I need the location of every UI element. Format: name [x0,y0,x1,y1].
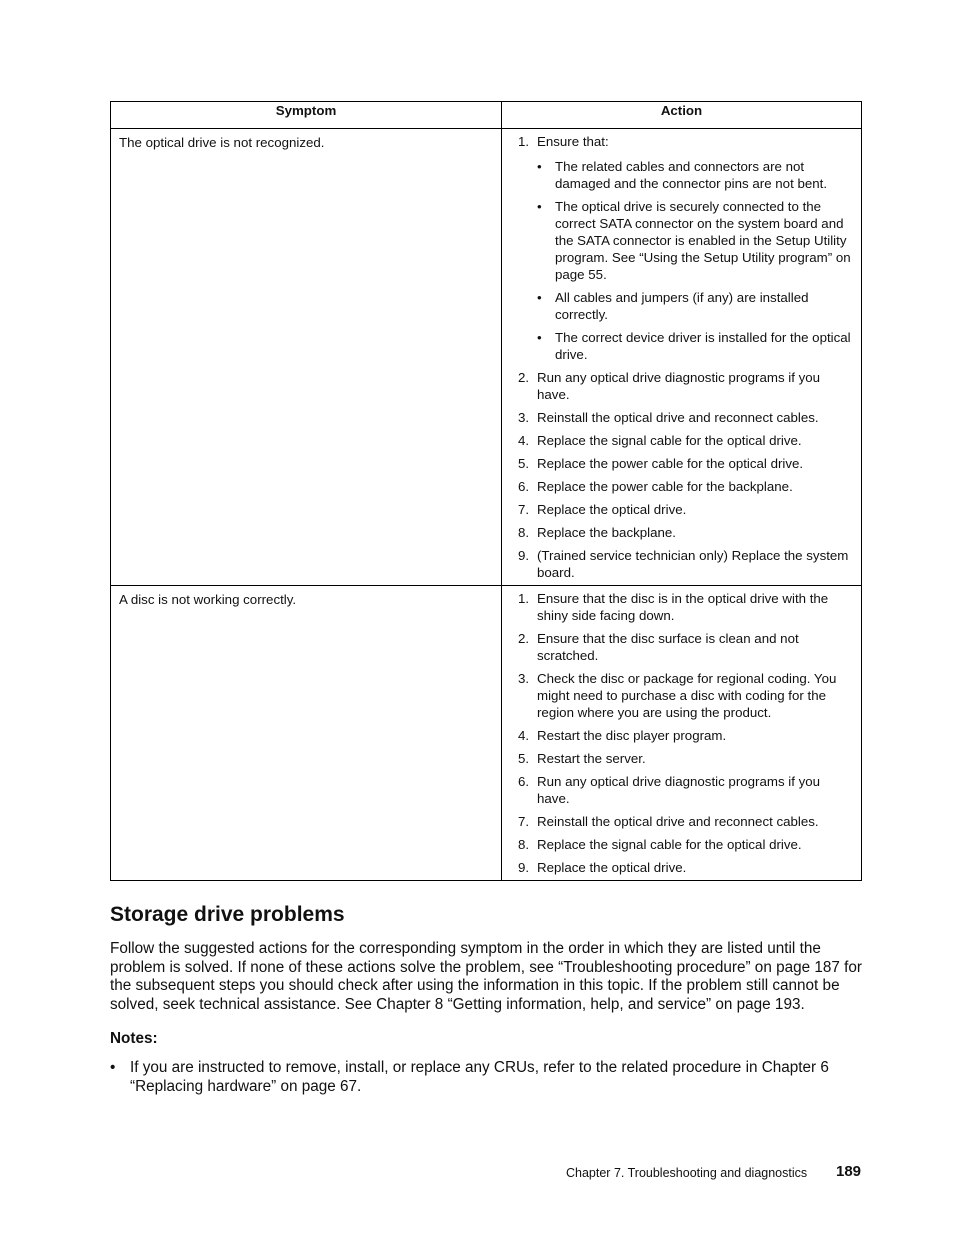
action-step [518,455,853,472]
bullet-icon: • [537,290,542,305]
step-text: Check the disc or package for regional coding. You might need to purchase a disc with coding for the region where you are using the product. [537,671,837,720]
action-step [518,133,853,363]
step-text: Replace the power cable for the optical drive. [537,456,804,471]
action-step [518,670,853,721]
step-text: Ensure that: [537,134,609,149]
step-number: 1. [518,591,530,606]
step-number: 4. [518,728,530,743]
sub-step [537,289,853,323]
step-text: Replace the backplane. [537,525,676,540]
step-number: 3. [518,671,530,686]
step-number: 4. [518,433,530,448]
step-text: Replace the power cable for the backplane. [537,479,793,494]
sub-step-text: The optical drive is securely connected to the correct SATA connector on the system board and the SATA connector is enabled in the Setup Utility program. See “Using the Setup Utility program” on page 55. [555,199,851,282]
action-step [518,409,853,426]
step-number: 6. [518,774,530,789]
step-number: 5. [518,751,530,766]
step-number: 5. [518,456,530,471]
step-text: Replace the signal cable for the optical drive. [537,837,802,852]
sub-step [537,329,853,363]
step-number: 3. [518,410,530,425]
note-item [110,1058,850,1096]
action-step [518,813,853,830]
step-text: Ensure that the disc is in the optical drive with the shiny side facing down. [537,591,829,623]
footer-chapter-title: Chapter 7. Troubleshooting and diagnostics [566,1166,808,1180]
bullet-icon: • [537,199,542,214]
step-text: Run any optical drive diagnostic programs if you have. [537,370,821,402]
table-row [111,586,862,881]
bullet-icon: • [110,1059,116,1076]
symptom-cell: A disc is not working correctly. [111,586,502,881]
step-text: Reinstall the optical drive and reconnect cables. [537,814,819,829]
table-row [111,129,862,586]
sub-step-text: All cables and jumpers (if any) are installed correctly. [555,290,809,322]
action-step [518,859,853,876]
step-text: Replace the signal cable for the optical drive. [537,433,802,448]
action-step [518,773,853,807]
step-text: Ensure that the disc surface is clean and not scratched. [537,631,799,663]
sub-step [537,198,853,283]
sub-steps-list [537,158,853,363]
action-steps-list [518,133,853,581]
step-text: Restart the disc player program. [537,728,727,743]
symptom-column-header: Symptom [111,102,502,129]
action-cell [502,129,862,586]
action-step [518,727,853,744]
action-step [518,590,853,624]
step-text: Reinstall the optical drive and reconnect cables. [537,410,819,425]
step-number: 1. [518,134,530,149]
sub-step-text: The correct device driver is installed for the optical drive. [555,330,851,362]
bullet-icon: • [537,330,542,345]
step-text: Run any optical drive diagnostic programs if you have. [537,774,821,806]
action-step [518,547,853,581]
section-intro-paragraph: Follow the suggested actions for the corresponding symptom in the order in which they are listed until the problem is solved. If none of these actions solve the problem, see “Troubleshooting procedure” on page 187 for the subsequent steps you should check after using the information in this topic. If the problem still cannot be solved, seek technical assistance. See Chapter 8 “Getting information, help, and service” on page 193. [110,940,862,1013]
step-text: (Trained service technician only) Replace the system board. [537,548,849,580]
action-step [518,501,853,518]
sub-step-text: The related cables and connectors are not damaged and the connector pins are not bent. [555,159,828,191]
step-number: 7. [518,502,530,517]
bullet-icon: • [537,159,542,174]
step-text: Replace the optical drive. [537,860,687,875]
action-steps-list [518,590,853,876]
sub-step [537,158,853,192]
action-step [518,369,853,403]
step-number: 2. [518,631,530,646]
notes-label: Notes: [110,1030,158,1047]
action-cell [502,586,862,881]
troubleshooting-table [110,101,862,881]
step-number: 8. [518,837,530,852]
action-step [518,432,853,449]
action-step [518,478,853,495]
page-number: 189 [836,1163,862,1180]
step-number: 8. [518,525,530,540]
action-column-header: Action [502,102,862,129]
step-number: 7. [518,814,530,829]
symptom-cell: The optical drive is not recognized. [111,129,502,586]
action-step [518,836,853,853]
step-text: Restart the server. [537,751,646,766]
table-header-row [111,102,862,129]
note-text: If you are instructed to remove, install, or replace any CRUs, refer to the related procedure in Chapter 6 “Replacing hardware” on page 67. [130,1059,829,1095]
step-number: 9. [518,548,530,563]
step-number: 2. [518,370,530,385]
step-text: Replace the optical drive. [537,502,687,517]
action-step [518,750,853,767]
action-step [518,524,853,541]
step-number: 6. [518,479,530,494]
step-number: 9. [518,860,530,875]
section-heading: Storage drive problems [110,903,345,926]
action-step [518,630,853,664]
